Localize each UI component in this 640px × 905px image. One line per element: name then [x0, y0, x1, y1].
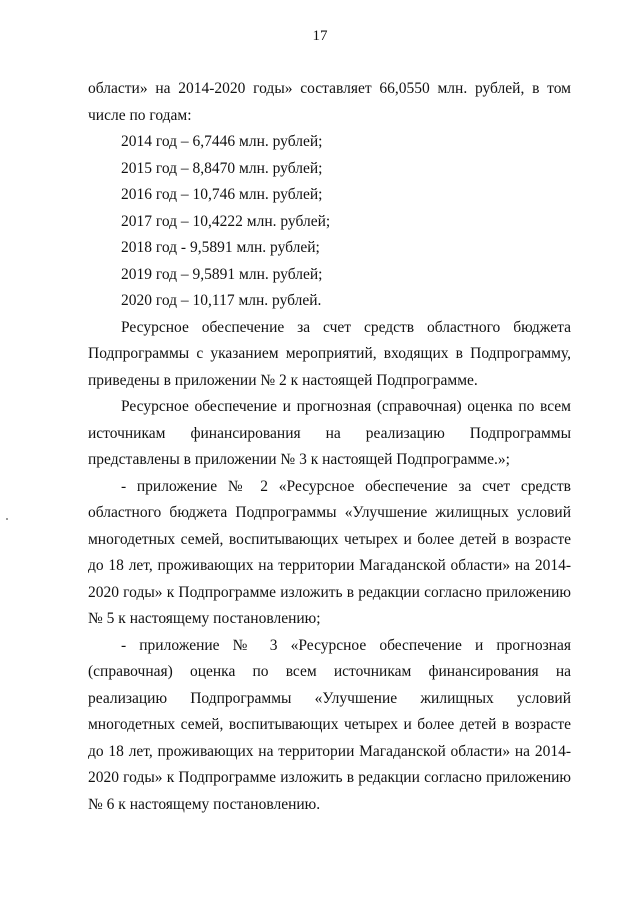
- list-item: 2014 год – 6,7446 млн. рублей;: [121, 133, 323, 150]
- list-item: 2020 год – 10,117 млн. рублей.: [121, 292, 322, 309]
- list-item: 2018 год - 9,5891 млн. рублей;: [121, 239, 320, 256]
- funding-by-year-list: [88, 129, 571, 315]
- paragraph-appendix-3: - приложение № 3 «Ресурсное обеспечение и прогнозная (справочная) оценка по всем источникам финансирования на реализацию Подпрограммы «Улучшение жилищных условий многодетных семей, воспитывающих четырех и более детей в возрасте до 18 лет, проживающих на территории Магаданской области» на 2014-2020 годы» к Подпрограмме изложить в редакции согласно приложению № 6 к настоящему постановлению.: [88, 636, 571, 813]
- list-item: 2016 год – 10,746 млн. рублей;: [121, 186, 323, 203]
- paragraph-appendix-2: - приложение № 2 «Ресурсное обеспечение за счет средств областного бюджета Подпрограммы «Улучшение жилищных условий многодетных семей, воспитывающих четырех и более детей в возрасте до 18 лет, проживающих на территории Магаданской области» на 2014-2020 годы» к Подпрограмме изложить в редакции согласно приложению № 5 к настоящему постановлению;: [88, 477, 571, 627]
- paragraph-forecast-estimate: Ресурсное обеспечение и прогнозная (справочная) оценка по всем источникам финансирования на реализацию Подпрограммы представлены в приложении № 3 к настоящей Подпрограмме.»;: [88, 398, 571, 468]
- margin-mark: [6, 518, 8, 520]
- page-number: 17: [312, 28, 328, 44]
- paragraph-regional-budget: Ресурсное обеспечение за счет средств областного бюджета Подпрограммы с указанием мероприятий, входящих в Подпрограмму, приведены в приложении № 2 к настоящей Подпрограмме.: [88, 318, 571, 389]
- list-item: 2015 год – 8,8470 млн. рублей;: [121, 159, 323, 177]
- list-item: 2017 год – 10,4222 млн. рублей;: [121, 212, 331, 230]
- document-body: [88, 76, 571, 818]
- list-item: 2019 год – 9,5891 млн. рублей;: [121, 265, 323, 283]
- intro-paragraph: области» на 2014-2020 годы» составляет 66,0550 млн. рублей, в том числе по годам:: [88, 80, 571, 124]
